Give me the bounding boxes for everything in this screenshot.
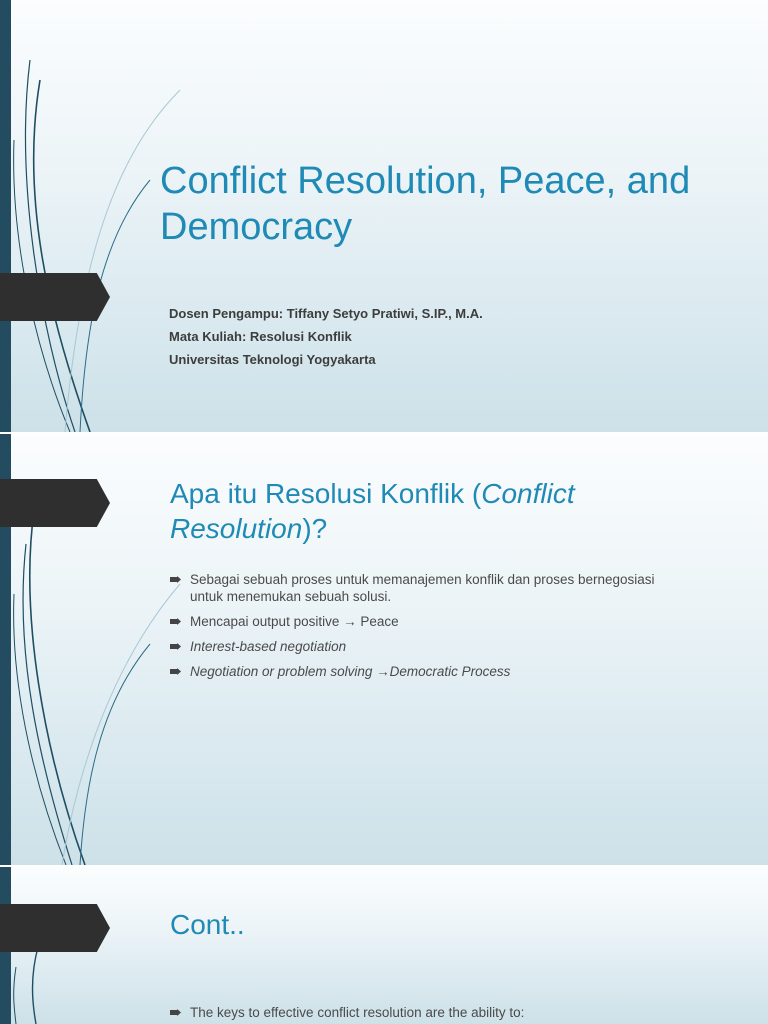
bullet-arrow-icon [170, 1009, 181, 1016]
course-info [169, 302, 483, 371]
slide-marker-arrow [0, 904, 110, 952]
list-item [170, 571, 670, 605]
bullet-arrow-icon [170, 576, 181, 583]
title-italic-text: Conflict Resolution [170, 478, 575, 544]
slide-title: Cont.. [170, 909, 245, 940]
slide-marker-arrow [0, 479, 110, 527]
bullet-text: Interest-based negotiation [190, 639, 347, 654]
list-item [170, 638, 670, 655]
bullet-text: The keys to effective conflict resolution are the ability to: [190, 1005, 525, 1020]
list-item [170, 663, 670, 680]
bullet-text: Mencapai output positive [190, 614, 344, 629]
lecturer-line: Dosen Pengampu: Tiffany Setyo Pratiwi, S.IP., M.A. [169, 306, 483, 321]
bullet-text: Sebagai sebuah proses untuk memanajemen konflik dan proses bernegosiasi untuk menemukan sebuah solusi. [190, 572, 655, 604]
list-item [170, 1004, 670, 1021]
bullet-text: Negotiation or problem solving [190, 664, 377, 679]
slide-1 [0, 0, 768, 432]
course-line: Mata Kuliah: Resolusi Konflik [169, 329, 352, 344]
slide-title: Conflict Resolution, Peace, and Democracy [160, 160, 691, 248]
bullet-arrow-icon [170, 618, 181, 625]
right-arrow-icon: → [343, 614, 357, 629]
bullet-list [170, 571, 670, 688]
slide-marker-arrow [0, 273, 110, 321]
bullet-arrow-icon [170, 668, 181, 675]
title-end-text: )? [302, 513, 328, 544]
slide-3 [0, 867, 768, 1024]
bullet-text: Peace [356, 614, 399, 629]
bullet-list [170, 1004, 670, 1024]
university-line: Universitas Teknologi Yogyakarta [169, 352, 376, 367]
list-item [170, 613, 670, 630]
title-text: Apa itu Resolusi Konflik ( [170, 478, 482, 509]
right-arrow-icon: → [376, 664, 390, 679]
bullet-text: Democratic Process [389, 664, 511, 679]
slide-2 [0, 434, 768, 865]
slide-edge-bar [0, 0, 11, 432]
bullet-arrow-icon [170, 643, 181, 650]
slide-title [170, 476, 730, 546]
